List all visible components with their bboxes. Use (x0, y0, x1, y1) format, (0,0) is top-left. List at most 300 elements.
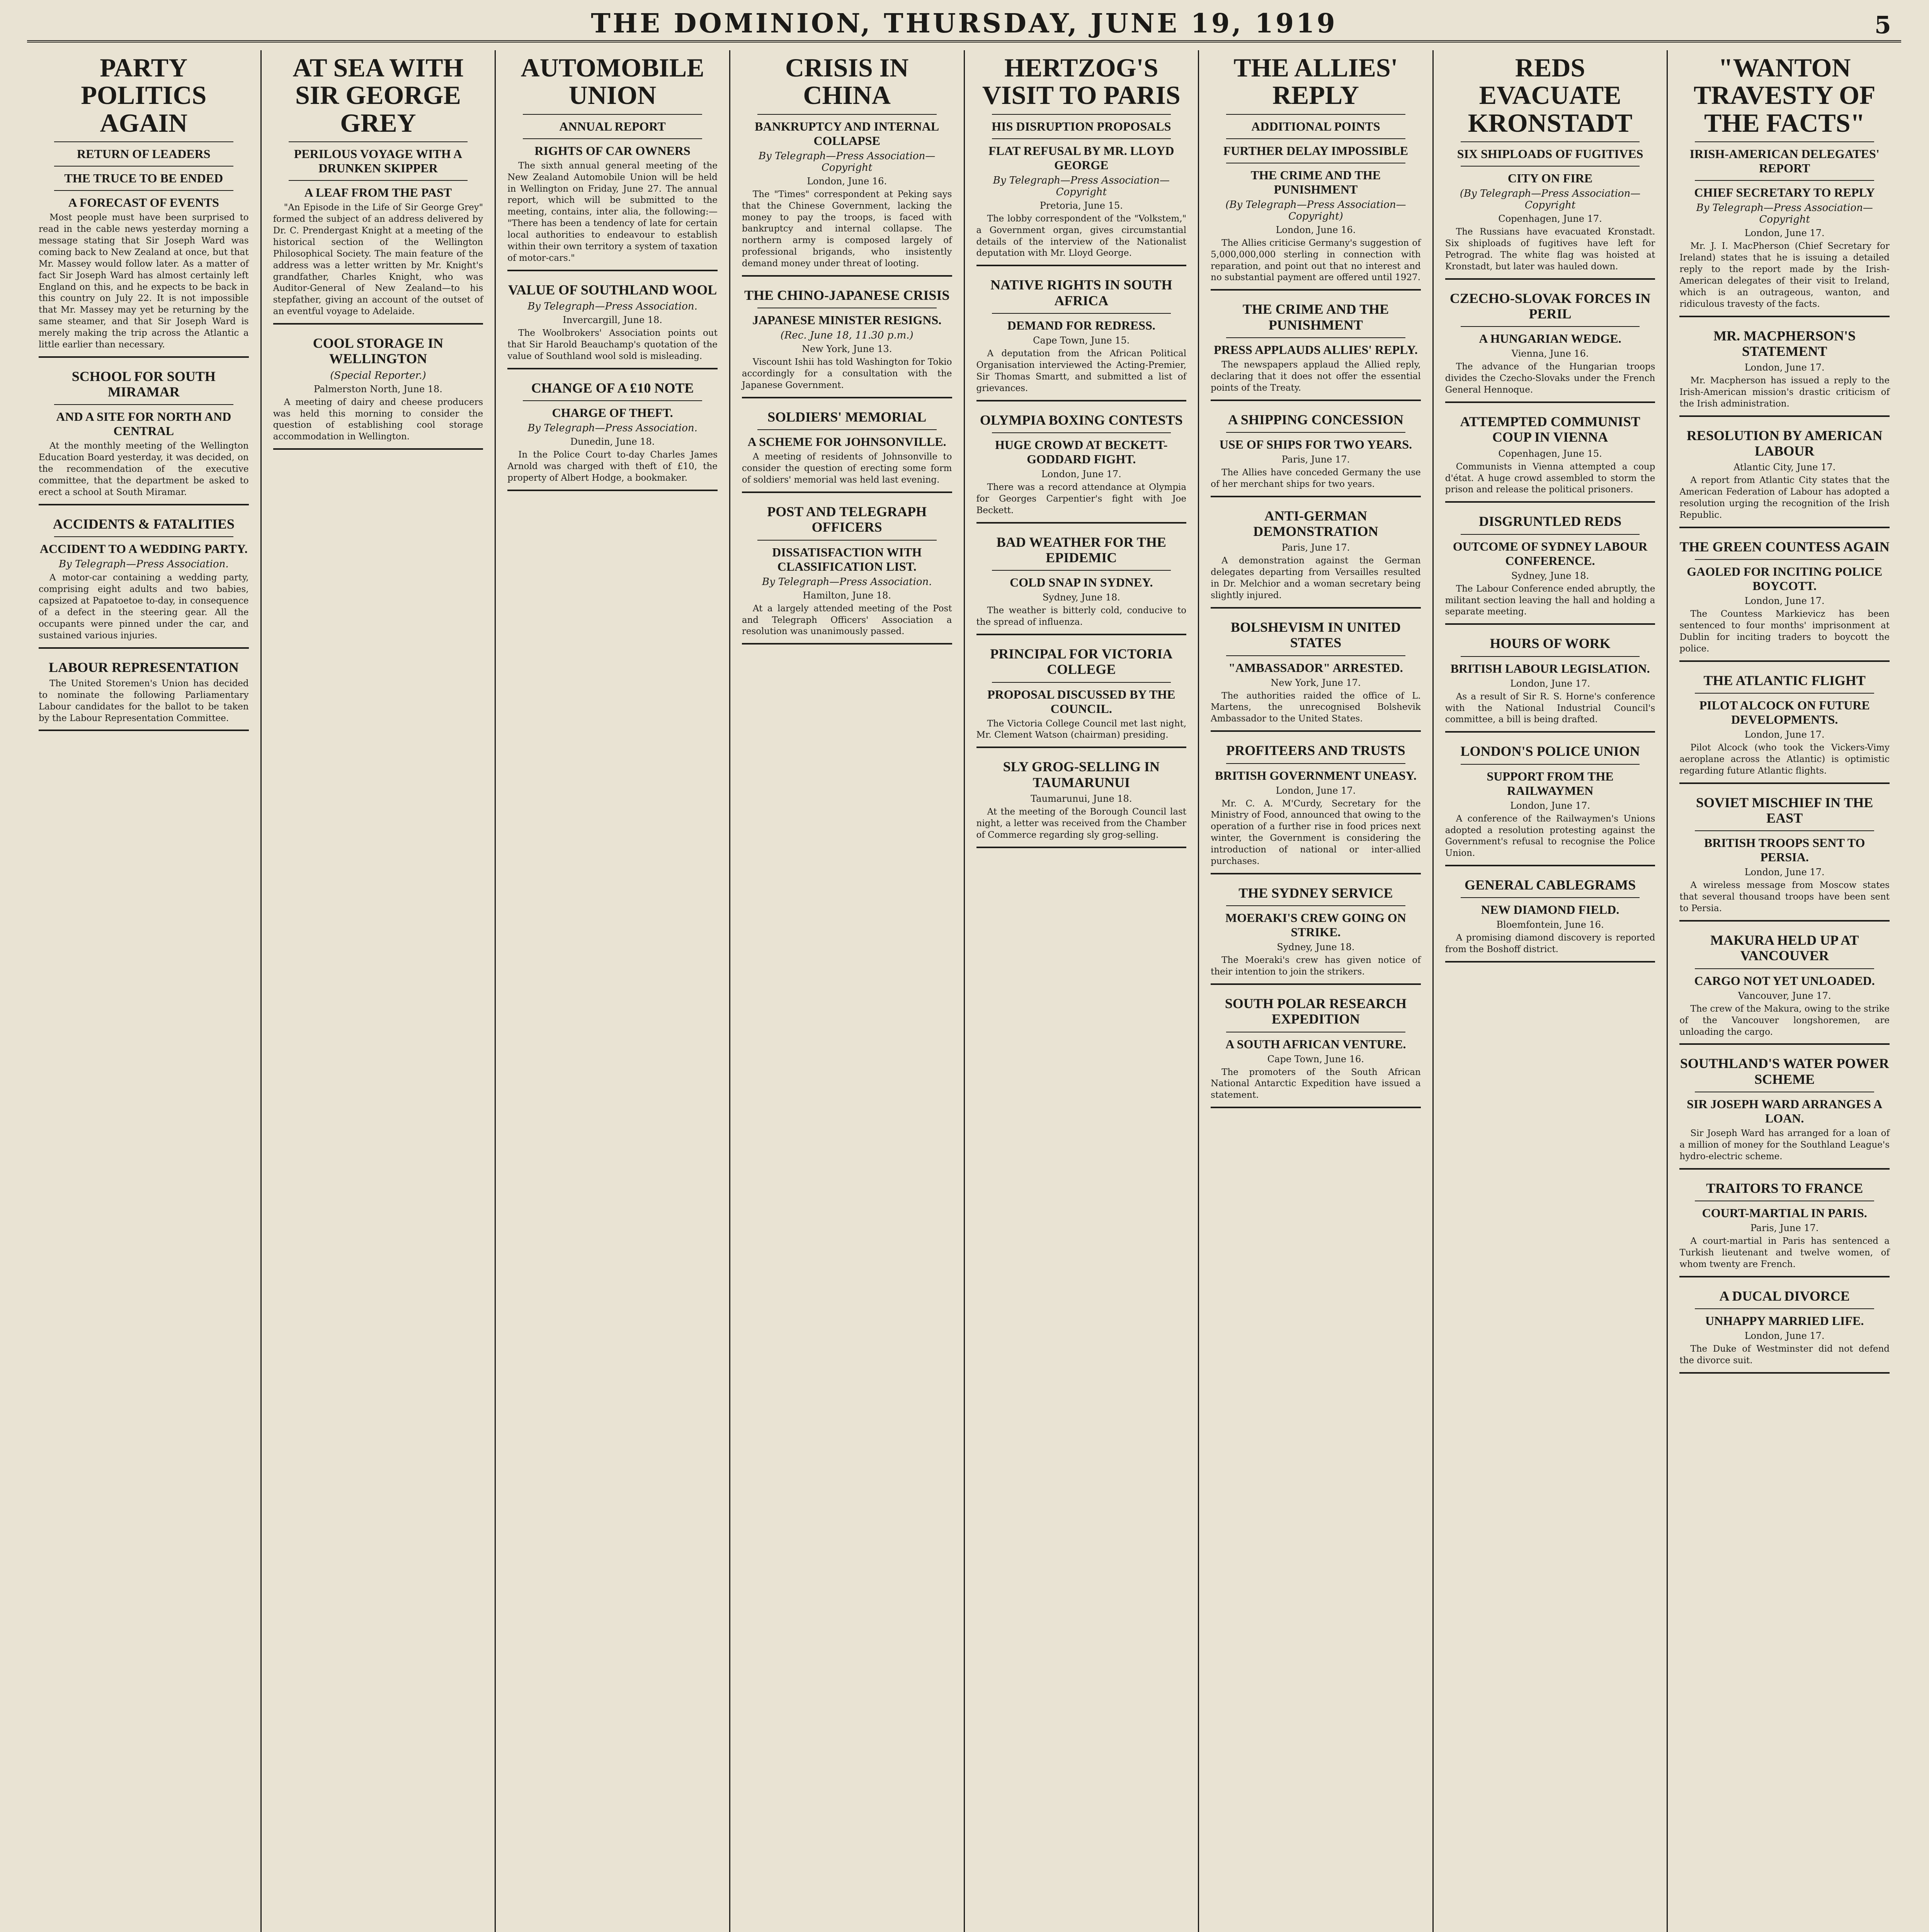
article-headline: VALUE OF SOUTHLAND WOOL (508, 282, 717, 298)
article (39, 516, 249, 649)
article-headline: PARTY POLITICS AGAIN (81, 53, 207, 138)
column-3 (496, 50, 730, 1932)
article-subheading: ADDITIONAL POINTS (1251, 119, 1380, 133)
article-subheading: A HUNGARIAN WEDGE. (1479, 332, 1621, 346)
article (1679, 54, 1890, 317)
article-separator (39, 730, 249, 731)
article-dateline: London, June 17. (1744, 595, 1825, 607)
article-separator (976, 747, 1187, 748)
article-body (1679, 609, 1890, 655)
article-headline: ANTI-GERMAN DEMONSTRATION (1253, 508, 1378, 539)
article-paragraph: A motor-car containing a wedding party, comprising eight adults and two babies, capsized at Papatoetoe to-day, in consequence of a defect in the steering gear. All the occupants were pinned under the car, and sustained various injuries. (39, 573, 249, 641)
article-subheading: THE TRUCE TO BE ENDED (64, 171, 223, 185)
article-body (742, 603, 952, 638)
article-separator (1445, 865, 1655, 866)
article-separator (1679, 316, 1890, 317)
article-headline: BAD WEATHER FOR THE EPIDEMIC (996, 534, 1166, 565)
divider (523, 138, 702, 139)
article (1211, 301, 1421, 401)
article-paragraph: The Allies have conceded Germany the use of her merchant ships for two years. (1211, 467, 1421, 489)
article-headline: REDS EVACUATE KRONSTADT (1468, 53, 1633, 138)
article-body (39, 212, 249, 351)
article-separator (39, 356, 249, 358)
article-separator (1679, 1168, 1890, 1170)
article-paragraph: In the Police Court to-day Charles James Arnold was charged with theft of £10, the property of Albert Hodge, a bookmaker. (507, 450, 718, 483)
article-subheading: CHARGE OF THEFT. (552, 406, 673, 420)
article-subheading: BRITISH TROOPS SENT TO PERSIA. (1704, 836, 1865, 864)
divider (1461, 897, 1640, 898)
article-separator (1445, 501, 1655, 503)
article-body (742, 357, 952, 391)
article-paragraph: Mr. Macpherson has issued a reply to the Irish-American mission's drastic criticism of the Irish administration. (1679, 376, 1890, 409)
article (507, 282, 718, 369)
article (1679, 673, 1890, 784)
article (976, 54, 1187, 266)
article-subheading: UNHAPPY MARRIED LIFE. (1705, 1314, 1864, 1328)
article-separator (1679, 527, 1890, 528)
article-separator (273, 323, 483, 325)
article-dateline: Sydney, June 18. (1042, 592, 1120, 603)
article-headline: HERTZOG'S VISIT TO PARIS (982, 53, 1181, 110)
article-subheading: MOERAKI'S CREW GOING ON STRIKE. (1225, 911, 1406, 939)
article (1679, 1288, 1890, 1374)
article-subheading: RIGHTS OF CAR OWNERS (534, 143, 691, 158)
article-headline: ACCIDENTS & FATALITIES (53, 516, 235, 532)
article-dateline: Bloemfontein, June 16. (1496, 919, 1604, 930)
article-headline: A SHIPPING CONCESSION (1228, 412, 1403, 427)
article-headline: THE CRIME AND THE PUNISHMENT (1242, 301, 1389, 333)
article-paragraph: As a result of Sir R. S. Horne's conference with the National Industrial Council's committee, a bill is being drafted. (1445, 691, 1655, 725)
divider (54, 141, 233, 142)
article-body (1445, 932, 1655, 956)
article (507, 54, 718, 271)
article-body (507, 449, 718, 484)
article-subheading: GAOLED FOR INCITING POLICE BOYCOTT. (1687, 565, 1883, 593)
article (507, 380, 718, 491)
article-subheading: DISSATISFACTION WITH CLASSIFICATION LIST. (772, 545, 922, 573)
divider (757, 114, 937, 115)
article-body (976, 806, 1187, 841)
article-byline: By Telegraph—Press Association. (527, 301, 697, 313)
article (976, 534, 1187, 635)
article-dateline: Copenhagen, June 15. (1498, 448, 1602, 459)
article-headline: GENERAL CABLEGRAMS (1465, 877, 1636, 893)
divider (1695, 141, 1874, 142)
article-paragraph: A demonstration against the German delegates departing from Versailles resulted in Dr. Melchior and a woman secretary being slightly injured. (1211, 556, 1421, 601)
article-byline: By Telegraph—Press Association. (527, 422, 697, 434)
article-subheading: IRISH-AMERICAN DELEGATES' REPORT (1689, 147, 1880, 175)
article (742, 54, 952, 277)
column-8 (1668, 50, 1901, 1932)
divider (1461, 326, 1640, 327)
article-subheading: DEMAND FOR REDRESS. (1007, 318, 1155, 332)
article-separator (1211, 983, 1421, 985)
article-body (742, 451, 952, 486)
article-headline: MAKURA HELD UP AT VANCOUVER (1710, 932, 1859, 964)
article-body (39, 572, 249, 641)
article-body (1679, 880, 1890, 915)
article-headline: MR. MACPHERSON'S STATEMENT (1713, 328, 1856, 359)
article-paragraph: A report from Atlantic City states that the American Federation of Labour has adopted a resolution urging the recognition of the Irish Republic. (1679, 475, 1890, 520)
article-separator (1211, 400, 1421, 401)
article-subheading: BRITISH GOVERNMENT UNEASY. (1215, 768, 1417, 782)
article-paragraph: A conference of the Railwaymen's Unions adopted a resolution protesting against the Government's refusal to recognise the Police Union. (1445, 813, 1655, 859)
article-headline: NATIVE RIGHTS IN SOUTH AFRICA (990, 277, 1172, 308)
article-body (1445, 226, 1655, 273)
divider (54, 404, 233, 405)
article-dateline: London, June 17. (1744, 729, 1825, 740)
article-headline: PRINCIPAL FOR VICTORIA COLLEGE (990, 646, 1173, 677)
divider (1695, 693, 1874, 694)
article-dateline: London, June 16. (807, 175, 887, 187)
article-byline: (Rec. June 18, 11.30 p.m.) (780, 330, 913, 342)
article-headline: CRISIS IN CHINA (785, 53, 909, 110)
article-dateline: Paris, June 17. (1281, 454, 1350, 465)
article-separator (742, 492, 952, 493)
article-paragraph: The Woolbrokers' Association points out that Sir Harold Beauchamp's quotation of the value of Southland wool sold is misleading. (507, 328, 718, 361)
article-body (1211, 359, 1421, 394)
article-paragraph: The promoters of the South African National Antarctic Expedition have issued a statement. (1211, 1067, 1421, 1100)
article-headline: ATTEMPTED COMMUNIST COUP IN VIENNA (1460, 414, 1640, 445)
article-dateline: Vienna, June 16. (1511, 348, 1589, 359)
article-separator (273, 448, 483, 450)
article-paragraph: A deputation from the African Political Organisation interviewed the Acting-Premier, Sir Thomas Smartt, and submitted a list of grievances. (976, 348, 1187, 393)
article-headline: "WANTON TRAVESTY OF THE FACTS" (1693, 53, 1876, 138)
article-dateline: Palmerston North, June 18. (314, 383, 442, 395)
article-dateline: London, June 17. (1041, 468, 1121, 480)
article (1679, 795, 1890, 922)
article-separator (1211, 289, 1421, 291)
article-paragraph: A promising diamond discovery is reported from the Boshoff district. (1445, 933, 1655, 955)
article (976, 759, 1187, 848)
divider (1226, 138, 1405, 139)
article-paragraph: A wireless message from Moscow states that several thousand troops have been sent to Persia. (1679, 880, 1890, 914)
divider (1226, 337, 1405, 338)
article-headline: SOLDIERS' MEMORIAL (767, 409, 927, 425)
article-paragraph: Mr. C. A. M'Curdy, Secretary for the Ministry of Food, announced that owing to the operation of a further rise in food prices next winter, the Government is considering the introduction of national or inter-allied purchases. (1211, 798, 1421, 866)
article-separator (1211, 607, 1421, 609)
article (1679, 932, 1890, 1045)
article-body (1679, 1236, 1890, 1270)
article-paragraph: The weather is bitterly cold, conducive to the spread of influenza. (976, 605, 1187, 628)
article-paragraph: The Allies criticise Germany's suggestion of 5,000,000,000 sterling in connection with reparation, and point out that no interest and no substantial payment are offered until 1927. (1211, 238, 1421, 283)
article-separator (742, 643, 952, 645)
article-dateline: Taumarunui, June 18. (1031, 793, 1132, 804)
divider (289, 141, 468, 142)
article-paragraph: Sir Joseph Ward has arranged for a loan of a million of money for the Southland League's hydro-electric scheme. (1679, 1128, 1890, 1162)
article-body (1679, 1344, 1890, 1367)
article-dateline: Cape Town, June 15. (1033, 335, 1130, 346)
column-6 (1199, 50, 1434, 1932)
article-paragraph: At the meeting of the Borough Council last night, a letter was received from the Chamber of Commerce regarding sly grog-selling. (976, 806, 1187, 840)
column-5 (965, 50, 1199, 1932)
divider (992, 570, 1171, 571)
article (273, 54, 483, 325)
article-body (1211, 238, 1421, 284)
newspaper-title: THE DOMINION, THURSDAY, JUNE 19, 1919 (591, 8, 1337, 39)
divider (757, 540, 937, 541)
article-separator (1445, 401, 1655, 403)
article-dateline: Vancouver, June 17. (1738, 990, 1831, 1001)
article-paragraph: A meeting of dairy and cheese producers was held this morning to consider the question of establishing cool storage accommodation in Wellington. (273, 397, 483, 442)
article-body (1445, 813, 1655, 860)
article-headline: CHANGE OF A £10 NOTE (531, 380, 694, 396)
article-subheading: RETURN OF LEADERS (77, 147, 211, 161)
article-subheading: CARGO NOT YET UNLOADED. (1694, 973, 1875, 988)
article-body (273, 397, 483, 443)
article-headline: LONDON'S POLICE UNION (1460, 743, 1640, 759)
article-subheading: SUPPORT FROM THE RAILWAYMEN (1487, 769, 1614, 798)
article-paragraph: Viscount Ishii has told Washington for Tokio accordingly for a consultation with the Japanese Government. (742, 357, 952, 391)
article-body (742, 189, 952, 270)
article-separator (1679, 1372, 1890, 1374)
divider (992, 682, 1171, 683)
article-paragraph: The United Storemen's Union has decided to nominate the following Parliamentary Labour candidates for the ballot to be taken by the Labour Representation Committee. (39, 678, 249, 723)
article-dateline: London, June 17. (1510, 678, 1590, 689)
article-separator (976, 847, 1187, 848)
article-body (976, 213, 1187, 260)
article (1211, 996, 1421, 1108)
article-headline: CZECHO-SLOVAK FORCES IN PERIL (1449, 290, 1651, 322)
article-dateline: Cape Town, June 16. (1267, 1053, 1364, 1065)
divider (1695, 830, 1874, 831)
article-body (1211, 955, 1421, 978)
divider (1695, 1308, 1874, 1309)
article-separator (1679, 1043, 1890, 1045)
article-paragraph: The sixth annual general meeting of the New Zealand Automobile Union will be held in Wellington on Friday, June 27. The annual report, which will be submitted to the meeting, contains, inter alia, the following:— "There has been a tendency of late for certain local authorities to endeavour to establish within their own territory a system of taxation of motor-cars." (507, 160, 718, 263)
article-separator (976, 265, 1187, 266)
article-dateline: London, June 17. (1744, 1330, 1825, 1342)
article (1445, 514, 1655, 625)
divider (1461, 656, 1640, 657)
article-subheading: "AMBASSADOR" ARRESTED. (1228, 660, 1403, 675)
article-body (1211, 555, 1421, 602)
divider (1461, 166, 1640, 167)
article-paragraph: The crew of the Makura, owing to the strike of the Vancouver longshoremen, are unloading the cargo. (1679, 1003, 1890, 1037)
article-headline: THE ATLANTIC FLIGHT (1703, 672, 1866, 688)
article-headline: COOL STORAGE IN WELLINGTON (313, 335, 444, 367)
article-body (1679, 475, 1890, 521)
divider (1695, 180, 1874, 181)
article-subheading: PROPOSAL DISCUSSED BY THE COUNCIL. (987, 687, 1175, 716)
article-paragraph: Mr. J. I. MacPherson (Chief Secretary for Ireland) states that he is issuing a detailed reply to the report made by the Irish-American delegates of their visit to Ireland, which is an outrageous, wanton, and ridiculous travesty of the facts. (1679, 241, 1890, 309)
article-dateline: Dunedin, June 18. (570, 436, 655, 447)
article-byline: (By Telegraph—Press Association—Copyright) (1225, 199, 1406, 222)
article-separator (1211, 1107, 1421, 1108)
article-body (1679, 375, 1890, 410)
article-headline: PROFITEERS AND TRUSTS (1226, 743, 1405, 759)
article-subheading: COLD SNAP IN SYDNEY. (1010, 575, 1153, 590)
article (1211, 54, 1421, 291)
divider (54, 166, 233, 167)
article-separator (742, 397, 952, 398)
divider (992, 138, 1171, 139)
article-body (507, 160, 718, 264)
article-byline: By Telegraph—Press Association. (59, 558, 229, 570)
article (1445, 636, 1655, 733)
article-subheading: SIR JOSEPH WARD ARRANGES A LOAN. (1687, 1097, 1883, 1126)
newspaper-columns (27, 50, 1901, 1932)
article (1679, 539, 1890, 662)
page-number: 5 (1874, 11, 1893, 39)
article-body (1679, 241, 1890, 310)
article-body (976, 348, 1187, 395)
article-headline: THE SYDNEY SERVICE (1238, 885, 1393, 901)
article-dateline: Paris, June 17. (1750, 1223, 1819, 1234)
article (39, 54, 249, 358)
article-dateline: New York, June 17. (1271, 677, 1361, 688)
article-subheading: PILOT ALCOCK ON FUTURE DEVELOPMENTS. (1699, 698, 1870, 727)
article-body (976, 482, 1187, 517)
divider (1461, 534, 1640, 535)
article-byline: (By Telegraph—Press Association—Copyright (1460, 188, 1641, 211)
article-separator (39, 647, 249, 649)
article-headline: OLYMPIA BOXING CONTESTS (980, 412, 1183, 428)
divider (54, 190, 233, 191)
article-dateline: London, June 17. (1744, 228, 1825, 239)
article-subheading: FLAT REFUSAL BY MR. LLOYD GEORGE (988, 143, 1174, 172)
article (1445, 414, 1655, 503)
article-headline: LABOUR REPRESENTATION (48, 659, 239, 675)
article-body (1211, 798, 1421, 867)
divider (992, 432, 1171, 433)
article-paragraph: At the monthly meeting of the Wellington Education Board yesterday, it was decided, on the recommendation of the executive committee, that the department be asked to erect a school at South Miramar. (39, 441, 249, 498)
article-subheading: SIX SHIPLOADS OF FUGITIVES (1457, 147, 1643, 161)
article (1211, 885, 1421, 985)
article (1211, 619, 1421, 732)
masthead (27, 7, 1901, 43)
article-paragraph: The "Times" correspondent at Peking says that the Chinese Government, lacking the money to pay the troops, is faced with bankruptcy and internal collapse. The northern army is composed largely of professional brigands, who insistently demand money under threat of looting. (742, 189, 952, 269)
article-dateline: London, June 17. (1276, 785, 1356, 796)
article-subheading: CHIEF SECRETARY TO REPLY (1694, 185, 1875, 200)
article-byline: By Telegraph—Press Association—Copyright (1696, 202, 1873, 226)
article-subheading: THE CRIME AND THE PUNISHMENT (1250, 168, 1381, 196)
article (1679, 1056, 1890, 1169)
article-headline: POST AND TELEGRAPH OFFICERS (767, 503, 927, 535)
article (976, 412, 1187, 524)
article-separator (976, 522, 1187, 524)
article-dateline: Atlantic City, June 17. (1733, 462, 1836, 473)
divider (289, 180, 468, 181)
article-separator (39, 504, 249, 505)
article-paragraph: There was a record attendance at Olympia for Georges Carpentier's fight with Joe Beckett. (976, 482, 1187, 515)
article-paragraph: "An Episode in the Life of Sir George Grey" formed the subject of an address delivered by Dr. C. Prendergast Knight at a meeting of the historical section of the Wellington Philosophical Society. The main feature of the address was a letter written by Mr. Knight's grandfather, Charles Knight, who was Auditor-General of New Zealand—to his stepfather, giving an account of the outset of an eventful voyage to Adelaide. (273, 202, 483, 317)
article-headline: SLY GROG-SELLING IN TAUMARUNUI (1003, 759, 1160, 790)
divider (1226, 905, 1405, 906)
article-subheading: FURTHER DELAY IMPOSSIBLE (1223, 143, 1408, 158)
divider (1226, 114, 1405, 115)
article-subheading: COURT-MARTIAL IN PARIS. (1702, 1206, 1867, 1220)
article-body (1679, 742, 1890, 777)
article-paragraph: The Moeraki's crew has given notice of their intention to join the strikers. (1211, 955, 1421, 977)
article-dateline: Sydney, June 18. (1511, 570, 1589, 581)
article-separator (1211, 730, 1421, 732)
article-subheading: ANNUAL REPORT (559, 119, 666, 133)
article-paragraph: The Russians have evacuated Kronstadt. Six shiploads of fugitives have left for Petrograd. The white flag was hoisted at Kronstadt, but later was hauled down. (1445, 227, 1655, 272)
article-body (39, 678, 249, 724)
article-headline: TRAITORS TO FRANCE (1706, 1180, 1863, 1196)
article-body (273, 202, 483, 318)
divider (1461, 764, 1640, 765)
article-separator (507, 490, 718, 491)
article-headline: HOURS OF WORK (1490, 636, 1611, 651)
article (39, 660, 249, 731)
article-subheading: AND A SITE FOR NORTH AND CENTRAL (56, 410, 231, 438)
article-paragraph: A court-martial in Paris has sentenced a Turkish lieutenant and twelve women, of whom twenty are French. (1679, 1236, 1890, 1269)
article-paragraph: The Victoria College Council met last night, Mr. Clement Watson (chairman) presiding. (976, 718, 1187, 740)
article-paragraph: The newspapers applaud the Allied reply, declaring that it does not offer the essential points of the Treaty. (1211, 359, 1421, 393)
article (742, 287, 952, 398)
article-body (507, 328, 718, 362)
article-separator (742, 275, 952, 277)
article-subheading: NEW DIAMOND FIELD. (1481, 903, 1619, 917)
divider (757, 429, 937, 430)
article-subheading: PERILOUS VOYAGE WITH A DRUNKEN SKIPPER (294, 147, 463, 175)
article-paragraph: Communists in Vienna attempted a coup d'état. A huge crowd assembled to storm the prison and release the political prisoners. (1445, 461, 1655, 495)
article-subheading: BRITISH LABOUR LEGISLATION. (1450, 661, 1650, 675)
article (1445, 877, 1655, 963)
article-headline: AUTOMOBILE UNION (521, 53, 704, 110)
article (1211, 412, 1421, 497)
divider (1226, 763, 1405, 764)
article-headline: SCHOOL FOR SOUTH MIRAMAR (71, 368, 216, 400)
divider (1226, 655, 1405, 656)
article (273, 335, 483, 450)
article-separator (1211, 496, 1421, 497)
divider (523, 114, 702, 115)
article (1445, 291, 1655, 403)
article-paragraph: The Labour Conference ended abruptly, the militant section leaving the hall and holding a separate meeting. (1445, 583, 1655, 617)
article-dateline: Paris, June 17. (1281, 542, 1350, 553)
article-dateline: Sydney, June 18. (1277, 942, 1355, 953)
article-byline: By Telegraph—Press Association. (762, 576, 932, 588)
article (1445, 54, 1655, 280)
article-separator (1211, 873, 1421, 874)
article-subheading: A FORECAST OF EVENTS (68, 196, 219, 210)
article-subheading: HUGE CROWD AT BECKETT-GODDARD FIGHT. (995, 437, 1168, 466)
article-subheading: ACCIDENT TO A WEDDING PARTY. (39, 542, 248, 556)
article-separator (1679, 920, 1890, 922)
column-7 (1434, 50, 1668, 1932)
article-dateline: London, June 17. (1744, 362, 1825, 373)
article-headline: SOUTHLAND'S WATER POWER SCHEME (1680, 1056, 1889, 1087)
article-dateline: London, June 17. (1510, 800, 1590, 811)
article-separator (507, 368, 718, 369)
article (39, 369, 249, 505)
article-body (1445, 361, 1655, 396)
article-headline: A DUCAL DIVORCE (1719, 1288, 1850, 1304)
article-headline: SOUTH POLAR RESEARCH EXPEDITION (1225, 995, 1407, 1027)
article-body (976, 605, 1187, 628)
article (742, 409, 952, 493)
article-paragraph: The Duke of Westminster did not defend the divorce suit. (1679, 1344, 1890, 1366)
article-separator (1679, 1276, 1890, 1277)
article-headline: THE ALLIES' REPLY (1233, 53, 1398, 110)
article-byline: By Telegraph—Press Association—Copyright (759, 150, 936, 173)
divider (992, 114, 1171, 115)
article-headline: SOVIET MISCHIEF IN THE EAST (1696, 794, 1873, 826)
divider (1226, 432, 1405, 433)
article-dateline: Hamilton, June 18. (803, 590, 891, 601)
divider (54, 536, 233, 537)
article-subheading: CITY ON FIRE (1507, 171, 1593, 185)
article-dateline: Invercargill, June 18. (563, 315, 662, 326)
article-subheading: BANKRUPTCY AND INTERNAL COLLAPSE (755, 119, 939, 148)
article-byline: By Telegraph—Press Association—Copyright (993, 174, 1170, 198)
article-body (1211, 690, 1421, 725)
article-paragraph: A meeting of residents of Johnsonville to consider the question of erecting some form of soldiers' memorial was held last evening. (742, 452, 952, 485)
article-paragraph: The advance of the Hungarian troops divides the Czecho-Slovaks under the French General Hennoque. (1445, 362, 1655, 395)
